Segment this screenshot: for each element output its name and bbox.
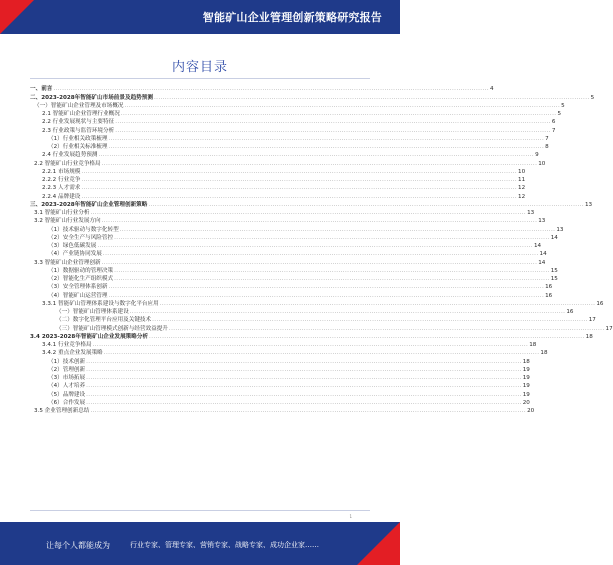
toc-entry-label: （5）品牌建设 [48, 391, 86, 398]
toc-leader-dots: ........................................................................................................................................................................................................ [159, 300, 596, 307]
toc-entry[interactable] [30, 118, 556, 126]
toc-entry-page: 9 [535, 152, 539, 159]
toc-entry-page: 19 [522, 366, 530, 373]
toc-entry-label: 3.4.1 行业竞争格局 [42, 342, 92, 348]
header-red-corner [0, 0, 34, 34]
toc-entry[interactable] [30, 341, 537, 349]
toc-leader-dots: ........................................................................................................................................................................................................ [98, 152, 535, 159]
toc-entry-page: 18 [522, 358, 530, 365]
toc-entry[interactable] [30, 184, 526, 192]
toc-entry-page: 15 [550, 276, 558, 282]
toc-entry-label: （1）技术驱动与数字化转型 [48, 226, 119, 233]
toc-entry-page: 16 [545, 292, 553, 299]
toc-entry-label: （一）智能矿山企业管理及市场概况 [34, 102, 124, 109]
toc-entry-label: （3）市场拓展 [48, 375, 86, 381]
toc-leader-dots: ........................................................................................................................................................................................................ [153, 94, 590, 101]
toc-entry[interactable] [30, 324, 613, 332]
toc-entry[interactable] [30, 159, 546, 167]
toc-leader-dots: ........................................................................................................................................................................................................ [81, 177, 518, 183]
toc-entry-label: （二）数字化管理平台应用及关键技术 [56, 317, 152, 324]
toc-entry-page: 13 [556, 226, 564, 233]
toc-entry[interactable] [30, 399, 530, 407]
toc-entry[interactable] [30, 382, 530, 390]
toc-entry-page: 13 [585, 201, 593, 208]
toc-entry-label: （2）安全生产与风险管控 [48, 234, 114, 241]
footer-red-corner [357, 522, 400, 565]
toc-leader-dots: ........................................................................................................................................................................................................ [86, 366, 522, 373]
toc-entry[interactable] [30, 390, 530, 398]
toc-entry-page: 14 [538, 259, 546, 266]
toc-entry-label: （4）产业链协同发展 [48, 251, 102, 258]
toc-entry[interactable] [30, 135, 549, 143]
toc-leader-dots: ........................................................................................................................................................................................................ [102, 251, 539, 258]
page-header [0, 0, 400, 34]
toc-entry[interactable] [30, 308, 574, 316]
toc-top-rule [30, 78, 370, 79]
toc-entry-page: 19 [522, 391, 530, 398]
toc-entry-label: （2）管理创新 [48, 366, 86, 373]
toc-leader-dots: ........................................................................................................................................................................................................ [129, 309, 566, 315]
toc-entry-label: 二、2023-2028年智能矿山市场前景及趋势预测 [30, 94, 153, 101]
toc-entry-page: 16 [566, 309, 574, 315]
toc-entry[interactable] [30, 357, 530, 365]
toc-entry[interactable] [30, 217, 546, 225]
toc-entry-page: 4 [490, 86, 494, 93]
toc-entry[interactable] [30, 349, 548, 357]
toc-entry-label: 2.1 智能矿山企业管理行业概况 [42, 111, 120, 117]
toc-entry[interactable] [30, 102, 565, 110]
toc-entry-label: 3.1 智能矿山行业分析 [34, 210, 90, 216]
toc-entry-page: 13 [538, 218, 546, 225]
toc-entry-label: 3.3 智能矿山企业管理创新 [34, 259, 101, 266]
toc-leader-dots: ........................................................................................................................................................................................................ [168, 325, 605, 332]
toc-entry[interactable] [30, 267, 558, 275]
toc-bottom-rule [30, 510, 370, 511]
toc-entry-page: 7 [545, 135, 549, 142]
toc-entry-label: （一）智能矿山管理体系建设 [56, 309, 129, 315]
toc-leader-dots: ........................................................................................................................................................................................................ [90, 408, 527, 414]
toc-heading: 内容目录 [171, 60, 228, 75]
toc-leader-dots: ........................................................................................................................................................................................................ [148, 201, 584, 208]
toc-leader-dots: ........................................................................................................................................................................................................ [86, 399, 522, 406]
toc-entry-label: 2.4 行业发展趋势预测 [42, 152, 98, 159]
toc-entry-page: 20 [522, 399, 530, 406]
toc-leader-dots: ........................................................................................................................................................................................................ [115, 119, 551, 126]
toc-entry[interactable] [30, 151, 539, 159]
toc-entry-label: 2.3 行业政策与监管环境分析 [42, 127, 115, 134]
toc-leader-dots: ........................................................................................................................................................................................................ [81, 185, 518, 192]
toc-leader-dots: ........................................................................................................................................................................................................ [149, 333, 585, 340]
toc-entry-label: （1）技术创新 [48, 358, 86, 365]
toc-entry[interactable] [30, 283, 553, 291]
toc-entry-page: 6 [551, 119, 556, 126]
toc-leader-dots: ........................................................................................................................................................................................................ [97, 243, 533, 249]
toc-entry-page: 18 [585, 333, 593, 340]
toc-entry[interactable] [30, 168, 526, 176]
toc-entry[interactable] [30, 234, 558, 242]
toc-leader-dots: ........................................................................................................................................................................................................ [114, 267, 550, 274]
toc-entry-label: （1）行业相关政策梳理 [48, 135, 108, 142]
toc-entry[interactable] [30, 110, 561, 118]
toc-entry[interactable] [30, 242, 542, 250]
toc-entry-label: 3.2 智能矿山行业发展方向 [34, 218, 101, 225]
toc-leader-dots: ........................................................................................................................................................................................................ [101, 160, 538, 167]
page-number: 1 [349, 514, 352, 519]
toc-entry-label: 2.2.4 品牌建设 [42, 193, 81, 200]
toc-entry-page: 14 [539, 251, 547, 258]
footer-slogan-roles: 行业专家、管理专家、营销专家、战略专家、成功企业家…… [130, 541, 319, 549]
toc-entry[interactable] [30, 407, 535, 415]
toc-entry-page: 16 [596, 300, 604, 307]
report-title: 智能矿山企业管理创新策略研究报告 [202, 11, 382, 24]
toc-entry[interactable] [30, 225, 564, 233]
toc-entry[interactable] [30, 143, 549, 151]
toc-entry-label: 2.2 智能矿山行业竞争格局 [34, 160, 101, 167]
toc-entry-page: 16 [545, 284, 553, 291]
toc-entry[interactable] [30, 300, 604, 308]
toc-entry-label: （2）行业相关标准梳理 [48, 144, 108, 150]
toc-entry-label: （1）数据驱动的管理决策 [48, 267, 114, 274]
toc-entry-page: 14 [533, 243, 542, 249]
toc-entry[interactable] [30, 374, 530, 382]
toc-entry[interactable] [30, 85, 494, 93]
toc-entry-label: （3）安全管理体系创新 [48, 284, 108, 291]
toc-leader-dots: ........................................................................................................................................................................................................ [86, 358, 522, 365]
toc-entry-page: 17 [605, 325, 613, 332]
toc-leader-dots: ........................................................................................................................................................................................................ [114, 234, 550, 241]
toc-leader-dots: ........................................................................................................................................................................................................ [108, 292, 545, 299]
toc-entry-page: 20 [527, 408, 535, 414]
toc-leader-dots: ........................................................................................................................................................................................................ [86, 383, 522, 390]
toc-entry-label: （2）智能化生产组织模式 [48, 276, 114, 282]
toc-leader-dots: ........................................................................................................................................................................................................ [124, 102, 561, 109]
toc-leader-dots: ........................................................................................................................................................................................................ [152, 317, 588, 324]
toc-leader-dots: ........................................................................................................................................................................................................ [108, 135, 545, 142]
toc-entry[interactable] [30, 366, 530, 374]
toc-leader-dots: ........................................................................................................................................................................................................ [92, 342, 529, 348]
page-footer [0, 522, 400, 565]
toc-entry-page: 10 [538, 160, 546, 167]
toc-leader-dots: ........................................................................................................................................................................................................ [120, 111, 557, 117]
toc-entry-page: 12 [518, 185, 526, 192]
toc-entry-page: 13 [527, 210, 535, 216]
toc-leader-dots: ........................................................................................................................................................................................................ [81, 168, 518, 175]
toc-entry-page: 5 [557, 111, 561, 117]
toc-leader-dots: ........................................................................................................................................................................................................ [108, 284, 545, 291]
toc-entry-page: 8 [545, 144, 549, 150]
toc-entry[interactable] [30, 250, 547, 258]
toc-entry-label: （三）智能矿山管理模式创新与经营效益提升 [56, 325, 168, 332]
toc-leader-dots: ........................................................................................................................................................................................................ [108, 144, 545, 150]
toc-entry[interactable] [30, 258, 546, 266]
toc-entry-label: 一、前言 [30, 86, 53, 93]
toc-entry[interactable] [30, 201, 593, 209]
toc-entry[interactable] [30, 192, 526, 200]
toc-leader-dots: ........................................................................................................................................................................................................ [103, 350, 540, 357]
toc-entry[interactable] [30, 209, 535, 217]
toc-entry-label: 3.3.1 智能矿山管理体系建设与数字化平台应用 [42, 300, 159, 307]
footer-slogan-lead: 让每个人都能成为 [46, 541, 110, 550]
toc-entry[interactable] [30, 316, 596, 324]
toc-entry-label: 3.5 企业管理创新总结 [34, 408, 90, 414]
toc-leader-dots: ........................................................................................................................................................................................................ [115, 127, 551, 134]
toc-entry-label: 3.4.2 重点企业发展策略 [42, 350, 103, 357]
toc-entry-label: 2.2 行业发展现状与主要特征 [42, 119, 115, 126]
toc-entry[interactable] [30, 126, 556, 134]
toc-leader-dots: ........................................................................................................................................................................................................ [101, 218, 538, 225]
toc-entry[interactable] [30, 93, 595, 101]
toc-entry-label: 3.4 2023-2028年智能矿山企业发展策略分析 [30, 333, 149, 340]
toc-leader-dots: ........................................................................................................................................................................................................ [114, 276, 550, 282]
toc-entry-page: 15 [550, 267, 558, 274]
toc-entry-label: （4）人才培养 [48, 383, 86, 390]
toc-leader-dots: ........................................................................................................................................................................................................ [53, 86, 490, 93]
toc-leader-dots: ........................................................................................................................................................................................................ [119, 226, 556, 233]
toc-entry-label: （4）智能矿山运营管理 [48, 292, 108, 299]
toc-leader-dots: ........................................................................................................................................................................................................ [101, 259, 538, 266]
toc-entry-page: 19 [522, 383, 530, 390]
toc-leader-dots: ........................................................................................................................................................................................................ [90, 210, 527, 216]
toc-entry-page: 12 [518, 193, 526, 200]
toc-leader-dots: ........................................................................................................................................................................................................ [81, 193, 518, 200]
toc-entry-page: 7 [551, 127, 556, 134]
table-of-contents [30, 85, 613, 415]
toc-entry[interactable] [30, 333, 593, 341]
toc-entry-label: 2.2.1 市场规模 [42, 168, 81, 175]
toc-entry-page: 18 [529, 342, 537, 348]
toc-entry-page: 10 [518, 168, 526, 175]
toc-entry-label: （3）绿色低碳发展 [48, 243, 97, 249]
toc-entry-page: 5 [561, 102, 565, 109]
toc-leader-dots: ........................................................................................................................................................................................................ [86, 375, 522, 381]
toc-entry-page: 18 [540, 350, 548, 357]
toc-entry-page: 17 [588, 317, 596, 324]
toc-entry-page: 11 [518, 177, 526, 183]
toc-entry-page: 19 [522, 375, 530, 381]
toc-leader-dots: ........................................................................................................................................................................................................ [86, 391, 522, 398]
toc-entry-label: 三、2023-2028年智能矿山企业管理创新策略 [30, 201, 148, 208]
toc-entry-page: 14 [550, 234, 558, 241]
toc-entry-label: 2.2.2 行业竞争 [42, 177, 81, 183]
toc-entry[interactable] [30, 275, 558, 283]
toc-entry[interactable] [30, 176, 526, 184]
toc-entry[interactable] [30, 291, 553, 299]
toc-entry-label: （6）合作发展 [48, 399, 86, 406]
toc-entry-label: 2.2.3 人才需求 [42, 185, 81, 192]
toc-entry-page: 5 [590, 94, 595, 101]
